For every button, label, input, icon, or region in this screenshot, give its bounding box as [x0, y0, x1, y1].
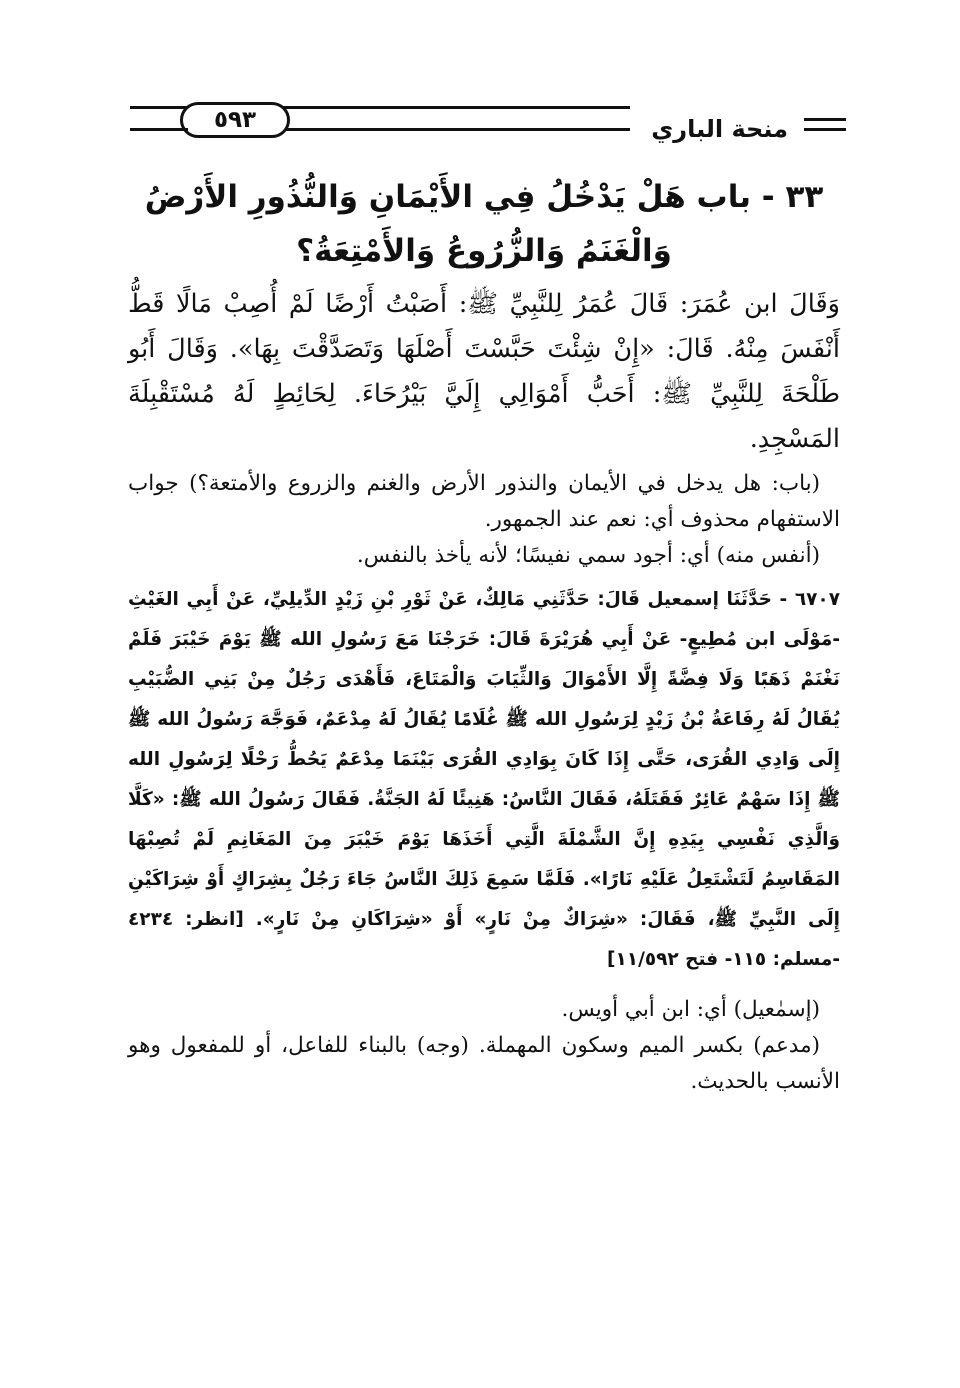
- header-rule-middle-bottom: [280, 128, 630, 131]
- header-rule-left-bottom: [130, 128, 188, 131]
- page-number-badge: ٥٩٣: [180, 102, 290, 138]
- page-content: [128, 170, 840, 1100]
- book-title: منحة الباري: [651, 115, 788, 143]
- note-paragraph: (إسمٰعيل) أي: ابن أبي أويس.: [561, 997, 820, 1022]
- commentary-paragraph: (باب: هل يدخل في الأيمان والنذور الأرض والغنم والزروع والأمتعة؟) جواب الاستفهام محذوف أي: نعم عند الجمهور.: [128, 471, 840, 532]
- chapter-heading: ٣٣ - باب هَلْ يَدْخُلُ فِي الأَيْمَانِ وَالنُّذُورِ الأَرْضُ وَالْغَنَمُ وَالزُّرُوعُ وَالأَمْتِعَةُ؟: [144, 179, 824, 269]
- note-paragraph: (مدعم) بكسر الميم وسكون المهملة. (وجه) بالبناء للفاعل، أو للمفعول وهو الأنسب بالحديث.: [128, 1033, 840, 1094]
- commentary-paragraph: (أنفس منه) أي: أجود سمي نفيسًا؛ لأنه يأخذ بالنفس.: [356, 543, 820, 568]
- chapter-text: وَقَالَ ابن عُمَرَ: قَالَ عُمَرُ لِلنَّبِيِّ ﷺ: أَصَبْتُ أَرْضًا لَمْ أُصِبْ مَالًا قَطُّ أَنْفَسَ مِنْهُ. قَالَ: «إِنْ شِئْتَ حَبَّسْتَ أَصْلَهَا وَتَصَدَّقْتَ بِهَا». وَقَالَ أَبُو طَلْحَةَ لِلنَّبِيِّ ﷺ: أَحَبُّ أَمْوَالِي إِلَيَّ بَيْرُحَاءَ. لِحَائِطٍ لَهُ مُسْتَقْبِلَةَ المَسْجِدِ.: [128, 289, 840, 454]
- hadith-text: ٦٧٠٧ - حَدَّثَنَا إسمعيل قَالَ: حَدَّثَنِي مَالِكٌ، عَنْ ثَوْرِ بْنِ زَيْدٍ الدِّيلِيِّ، عَنْ أَبِي الغَيْثِ -مَوْلَى ابن مُطِيعٍ- عَنْ أَبِي هُرَيْرَةَ قَالَ: خَرَجْنَا مَعَ رَسُولِ الله ﷺ يَوْمَ خَيْبَرَ فَلَمْ نَغْنَمْ ذَهَبًا وَلَا فِضَّةً إِلَّا الأَمْوَالَ وَالثِّيَابَ وَالْمَتَاعَ، فَأَهْدَى رَجُلٌ مِنْ بَنِي الضُّبَيْبِ يُقَالُ لَهُ رِفَاعَةُ بْنُ زَيْدٍ لِرَسُولِ الله ﷺ غُلَامًا يُقَالُ لَهُ مِدْعَمٌ، فَوَجَّهَ رَسُولُ الله ﷺ إِلَى وَادِي القُرَى، حَتَّى إِذَا كَانَ بِوَادِي القُرَى بَيْنَمَا مِدْعَمٌ يَحُطُّ رَحْلًا لِرَسُولِ الله ﷺ إِذَا سَهْمٌ عَائِرٌ فَقَتَلَهُ، فَقَالَ النَّاسُ: هَنِيئًا لَهُ الجَنَّةُ. فَقَالَ رَسُولُ الله ﷺ: «كَلَّا وَالَّذِي نَفْسِي بِيَدِهِ إِنَّ الشَّمْلَةَ الَّتِي أَخَذَهَا يَوْمَ خَيْبَرَ مِنَ المَغَانِمِ لَمْ تُصِبْهَا المَقَاسِمُ لَتَشْتَعِلُ عَلَيْهِ نَارًا». فَلَمَّا سَمِعَ ذَلِكَ النَّاسُ جَاءَ رَجُلٌ بِشِرَاكٍ أَوْ شِرَاكَيْنِ إِلَى النَّبِيِّ ﷺ، فَقَالَ: «شِرَاكٌ مِنْ نَارٍ» أَوْ «شِرَاكَانِ مِنْ نَارٍ». [انظر: ٤٢٣٤ -مسلم: ١١٥- فتح ١١/٥٩٢]: [128, 589, 840, 970]
- header-rule-right-bottom: [804, 128, 846, 131]
- header-rule-middle-top: [280, 106, 630, 109]
- notes-block: [128, 992, 840, 1100]
- header-rule-left-top: [130, 106, 188, 109]
- header-rule-right-top: [804, 118, 846, 121]
- page-header: [130, 92, 846, 154]
